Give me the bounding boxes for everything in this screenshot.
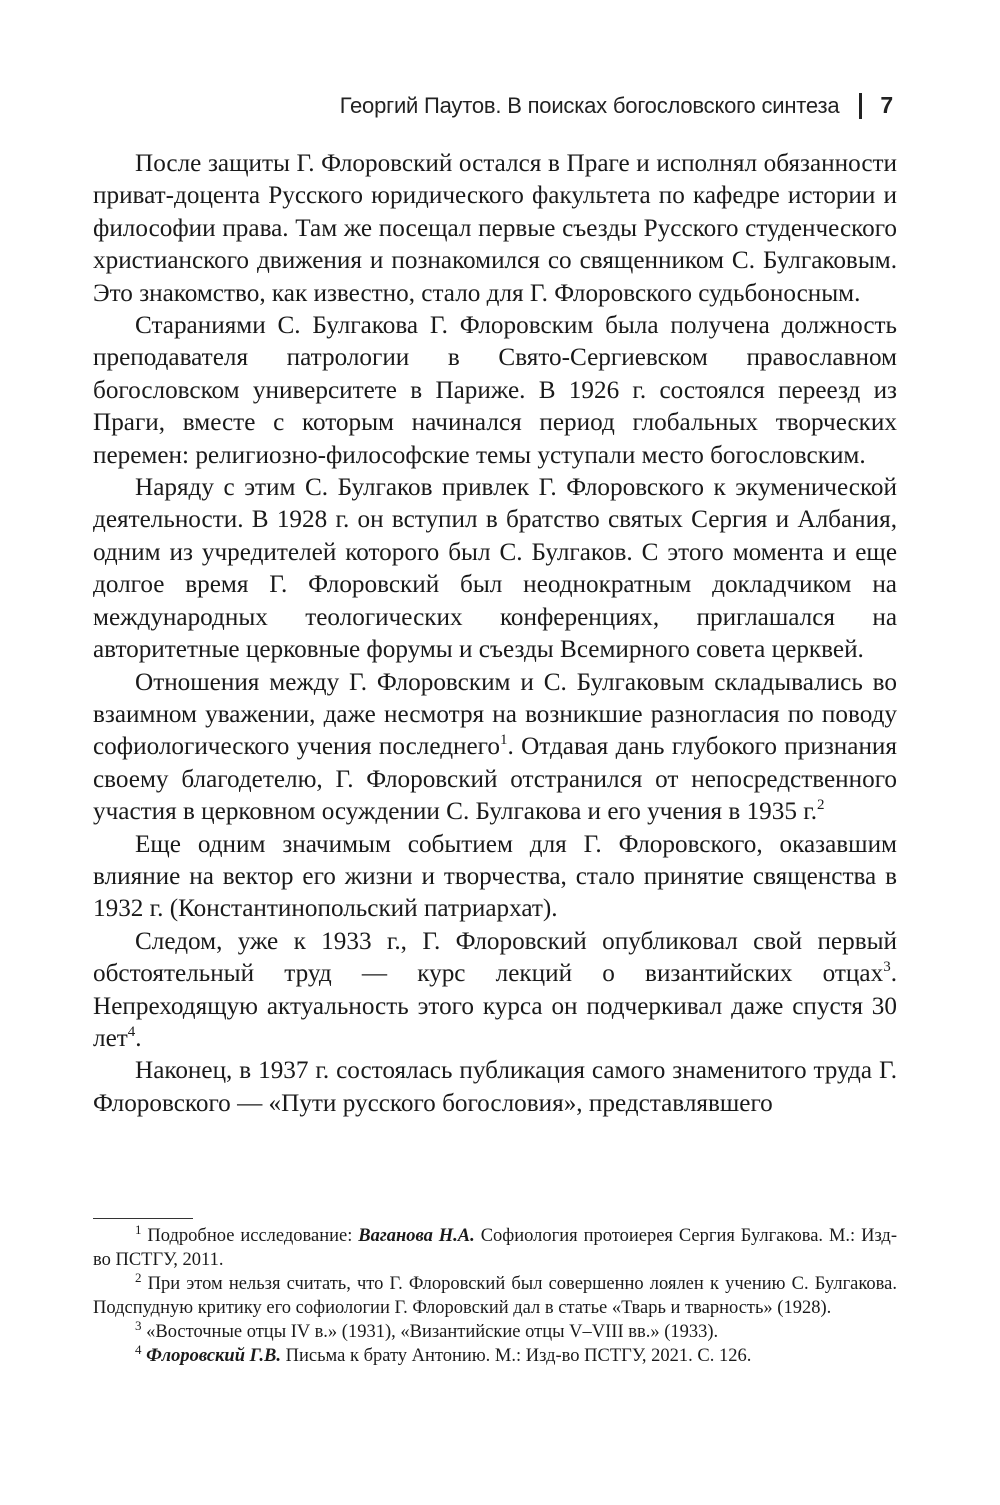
main-text xyxy=(93,148,897,1120)
footnote-ref-2[interactable]: 2 xyxy=(817,797,825,814)
paragraph-6: Следом, уже к 1933 г., Г. Флоровский опубликовал свой первый обстоятельный труд — курс лекций о византийских отцах$^3$. Непреходящую актуальность этого курса он подчеркивал даже спустя 30 лет$^4$. xyxy=(93,927,897,1052)
running-title: Георгий Паутов. В поисках богословского синтеза xyxy=(339,92,840,118)
footnotes xyxy=(93,1224,897,1368)
paragraph-3: Наряду с этим С. Булгаков привлек Г. Флоровского к экуменической деятельности. В 1928 г. он вступил в братство святых Сергия и Албания, одним из учредителей которого был С. Булгаков. С этого момента и еще долгое время Г. Флоровский был неоднократным докладчиком на международных теологических конференциях, приглашался на авторитетные церковные форумы и съезды Всемирного совета церквей. xyxy=(93,474,897,664)
footnote-ref-1[interactable]: 1 xyxy=(499,732,508,749)
footnote-ref-3[interactable]: 3 xyxy=(883,959,891,976)
paragraph-4: Отношения между Г. Флоровским и С. Булгаковым складывались во взаимном уважении, даже несмотря на возникшие разногласия по поводу софиологического учения последнего$^1$. Отдавая дань глубокого признания своему благодетелю, Г. Флоровский отстранился от непосредственного участия в церковном осуждении С. Булгакова и его учения в 1935 г.$^2$ xyxy=(93,668,897,826)
footnote-4: $^4$ Флоровский Г.В. Письма к брату Антонию. М.: Изд-во ПСТГУ, 2021. С. 126. xyxy=(135,1342,752,1366)
footnote-1-author: Ваганова Н.А. xyxy=(358,1226,475,1246)
footnote-1: $^1$ Подробное исследование: Ваганова Н.А. Софиология протоиерея Сергия Булгакова. М.: Изд-во ПСТГУ, 2011. xyxy=(93,1222,897,1270)
footnote-marker-1: 1 xyxy=(135,1222,142,1237)
footnote-2: $^2$ При этом нельзя считать, что Г. Флоровский был совершенно лоялен к учению С. Булгакова. Подспудную критику его софиологии Г. Флоровский дал в статье «Тварь и тварность» (1928). xyxy=(93,1270,897,1318)
paragraph-5: Еще одним значимым событием для Г. Флоровского, оказавшим влияние на вектор его жизни и творчества, стало принятие священства в 1932 г. (Константинопольский патриархат). xyxy=(93,830,897,923)
running-header xyxy=(340,92,893,119)
footnote-ref-4[interactable]: 4 xyxy=(127,1023,136,1040)
footnote-4-author: Флоровский Г.В. xyxy=(146,1346,281,1366)
paragraph-7: Наконец, в 1937 г. состоялась публикация самого знаменитого труда Г. Флоровского — «Пути русского богословия», представлявшего xyxy=(93,1057,897,1117)
footnote-separator xyxy=(93,1218,193,1219)
page-number: 7 xyxy=(880,92,893,118)
footnote-marker-4: 4 xyxy=(135,1342,142,1357)
paragraph-1: После защиты Г. Флоровский остался в Праге и исполнял обязанности приват-доцента Русского юридического факультета по кафедре истории и философии права. Там же посещал первые съезды Русского студенческого христианского движения и познакомился со священником С. Булгаковым. Это знакомство, как известно, стало для Г. Флоровского судьбоносным. xyxy=(93,150,897,307)
footnote-marker-3: 3 xyxy=(135,1318,142,1333)
paragraph-2: Стараниями С. Булгакова Г. Флоровским была получена должность преподавателя патрологии в Свято-Сергиевском православном богословском университете в Париже. В 1926 г. состоялся переезд из Праги, вместе с которым начинался период глобальных творческих перемен: религиозно-философские темы уступали место богословским. xyxy=(93,312,897,469)
header-divider xyxy=(859,93,862,119)
footnote-3: $^3$ «Восточные отцы IV в.» (1931), «Византийские отцы V–VIII вв.» (1933). xyxy=(135,1318,719,1342)
footnote-marker-2: 2 xyxy=(135,1270,142,1285)
